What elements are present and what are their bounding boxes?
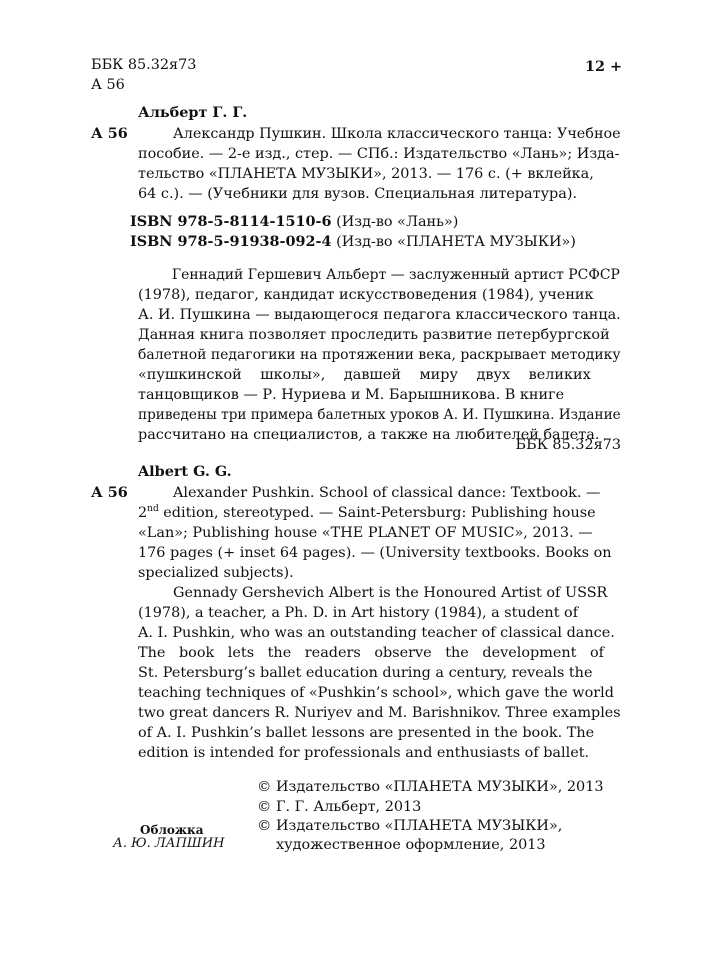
description-ru-line: тельство «ПЛАНЕТА МУЗЫКИ», 2013. — 176 с. (+ вклейка, [138,166,594,182]
abstract-en-line: St. Petersburg’s ballet education during a century, reveals the [138,665,593,681]
abstract-en-line: A. I. Pushkin, who was an outstanding teacher of classical dance. [138,625,615,641]
copyright-line: художественное оформление, 2013 [276,837,546,853]
author-heading-en: Albert G. G. [138,463,232,480]
edition-suffix: nd [147,504,159,515]
abstract-en-line: The book lets the readers observe the development of [138,645,604,661]
bbk-code: ББК 85.32я73 [91,57,197,73]
description-ru [138,124,621,204]
abstract-ru-line: приведены три примера балетных уроков А. И. Пушкина. Издание [138,407,621,423]
description-ru-line: Александр Пушкин. Школа классического танца: Учебное [172,126,621,142]
abstract-ru-line: Данная книга позволяет проследить развитие петербургской [138,327,610,343]
abstract-ru-line: «пушкинской школы», давшей миру двух великих [138,367,591,383]
abstract-ru [138,265,621,445]
isbn-number: ISBN 978-5-91938-092-4 [130,233,332,250]
abstract-en-line: Gennady Gershevich Albert is the Honoured Artist of USSR [173,585,608,601]
abstract-ru-line: Геннадий Гершевич Альберт — заслуженный артист РСФСР [171,267,620,283]
description-en-line [138,503,621,523]
description-en-line: specialized subjects). [138,565,294,581]
abstract-ru-line: балетной педагогики на протяжении века, раскрывает методику [138,347,621,363]
description-ru-line: 64 с.). — (Учебники для вузов. Специальная литература). [138,186,578,202]
abstract-en-line: edition is intended for professionals and enthusiasts of ballet. [138,745,590,761]
abstract-en-line: two great dancers R. Nuriyev and M. Barishnikov. Three examples [138,705,621,721]
copyright-line: © Издательство «ПЛАНЕТА МУЗЫКИ», [257,818,563,834]
description-en-line: 176 pages (+ inset 64 pages). — (University textbooks. Books on [138,545,612,561]
description-en-text: edition, stereotyped. — Saint-Petersburg: Publishing house [158,505,596,521]
copyright-line: © Г. Г. Альберт, 2013 [257,799,422,815]
description-en-line: Alexander Pushkin. School of classical dance: Textbook. — [173,485,601,501]
author-mark-ru: А 56 [91,125,128,142]
isbn-publisher: (Изд-во «Лань») [336,214,459,230]
author-mark: А 56 [91,77,125,93]
description-ru-line: пособие. — 2-е изд., стер. — СПб.: Издательство «Лань»; Изда- [138,146,620,162]
isbn-line [130,232,576,252]
abstract-en [138,583,621,763]
abstract-en-line: (1978), a teacher, a Ph. D. in Art history (1984), a student of [138,605,579,621]
author-heading-ru: Альберт Г. Г. [138,104,248,121]
age-rating: 12 + [585,58,623,75]
cover-artist: А. Ю. ЛАПШИН [113,836,225,851]
abstract-ru-line: танцовщиков — Р. Нуриева и М. Барышникова. В книге [138,387,565,403]
cover-label: Обложка [140,823,204,837]
description-en-line: «Lan»; Publishing house «THE PLANET OF MUSIC», 2013. — [138,525,593,541]
abstract-ru-line: А. И. Пушкина — выдающегося педагога классического танца. [138,307,621,323]
bbk-code-right: ББК 85.32я73 [515,437,621,453]
abstract-ru-line: рассчитано на специалистов, а также на любителей балета. [138,427,600,443]
copyright-line: © Издательство «ПЛАНЕТА МУЗЫКИ», 2013 [257,779,604,795]
abstract-en-line: of A. I. Pushkin’s ballet lessons are presented in the book. The [138,725,595,741]
edition-number: 2 [138,505,148,521]
abstract-en-line: teaching techniques of «Pushkin’s school», which gave the world [138,685,614,701]
isbn-line [130,212,458,232]
author-mark-en: А 56 [91,484,128,501]
abstract-ru-line: (1978), педагог, кандидат искусствоведения (1984), ученик [138,287,594,303]
isbn-publisher: (Изд-во «ПЛАНЕТА МУЗЫКИ») [336,234,576,250]
isbn-number: ISBN 978-5-8114-1510-6 [130,213,332,230]
description-en [138,483,621,583]
